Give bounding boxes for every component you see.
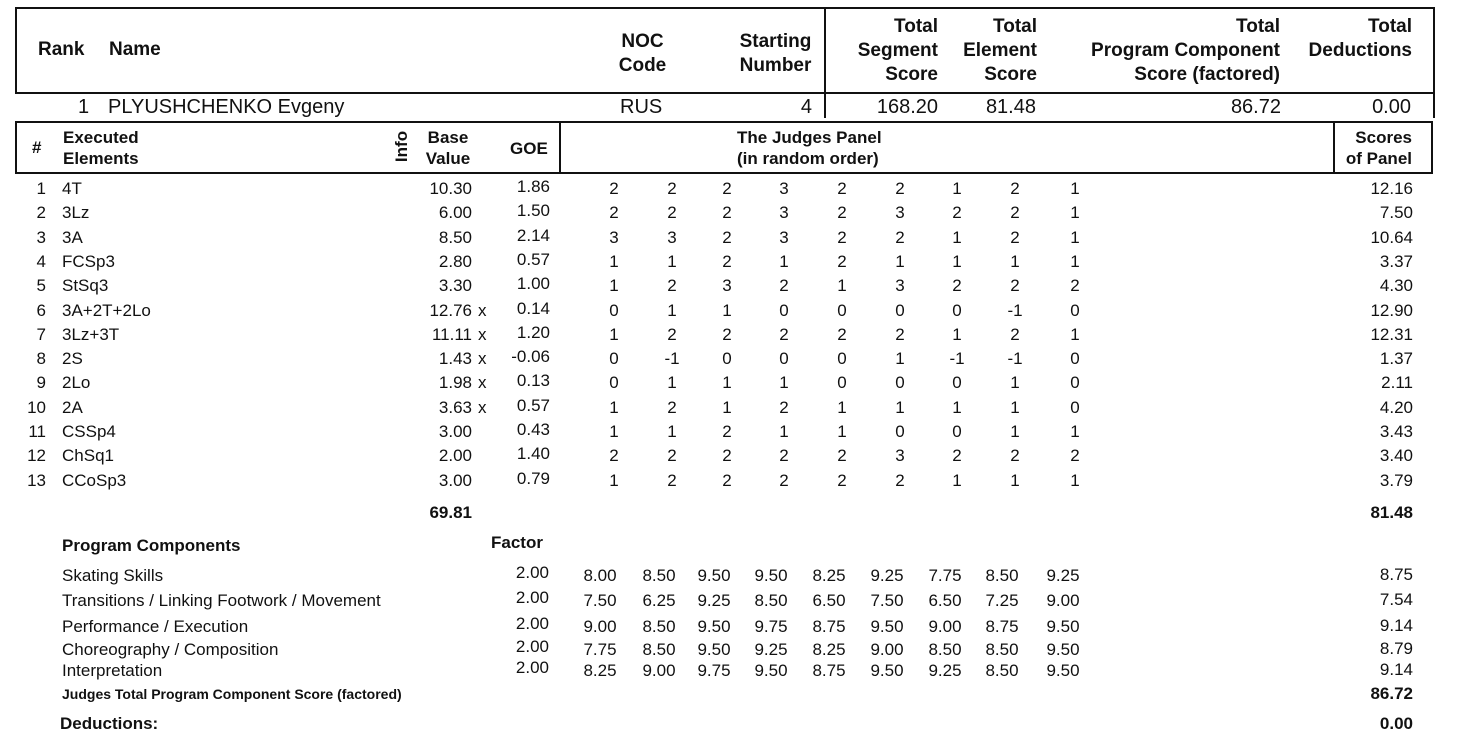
judge-score: 1 <box>895 349 905 368</box>
component-factor: 2.00 <box>515 588 549 607</box>
judge-score: 0 <box>609 373 619 392</box>
component-scores-of-panel: 9.14 <box>1379 616 1413 635</box>
judge-score: 2 <box>722 422 732 441</box>
component-name: Choreography / Composition <box>62 640 279 659</box>
judge-score: 2 <box>722 252 732 271</box>
element-scores-of-panel: 3.37 <box>1379 252 1413 271</box>
judge-score: 2 <box>667 179 677 198</box>
component-judge-score: 6.25 <box>642 591 676 610</box>
judge-score: 2 <box>952 446 962 465</box>
judge-score: 1 <box>1070 228 1080 247</box>
judge-score: 1 <box>952 179 962 198</box>
judge-score: 2 <box>667 471 677 490</box>
judge-score: 1 <box>779 422 789 441</box>
skater-rank: 1 <box>78 96 90 118</box>
factor-label: Factor <box>491 533 543 552</box>
header-rank: Rank <box>38 39 85 60</box>
judge-score: 0 <box>952 301 962 320</box>
judge-score: 1 <box>609 398 619 417</box>
judge-score: 0 <box>952 422 962 441</box>
element-bv-marker: x <box>478 398 487 417</box>
judge-score: 3 <box>667 228 677 247</box>
component-scores-of-panel: 7.54 <box>1379 590 1413 609</box>
element-base-value: 8.50 <box>438 228 472 247</box>
element-code: FCSp3 <box>62 252 115 271</box>
judge-score: 2 <box>1010 325 1020 344</box>
judge-score: 1 <box>609 422 619 441</box>
element-scores-of-panel: 3.79 <box>1379 471 1413 490</box>
element-code: 3Lz+3T <box>62 325 120 344</box>
judge-score: 1 <box>1010 373 1020 392</box>
judge-score: 1 <box>952 471 962 490</box>
elements-header-scores-of-panel: Scores of Panel <box>1345 128 1412 168</box>
judge-score: 2 <box>895 228 905 247</box>
element-base-value: 3.00 <box>438 422 472 441</box>
header-total-pcs: Total Program Component Score (factored) <box>1091 16 1280 85</box>
judge-score: 1 <box>609 252 619 271</box>
judge-score: 2 <box>779 276 789 295</box>
component-judge-score: 9.50 <box>754 566 788 585</box>
judge-score: 2 <box>837 228 847 247</box>
component-judge-score: 8.50 <box>985 566 1019 585</box>
skater-name: PLYUSHCHENKO Evgeny <box>108 96 345 118</box>
judges-total-pcs-label: Judges Total Program Component Score (factored) <box>62 686 402 702</box>
judge-score: 0 <box>722 349 732 368</box>
element-base-value: 3.63 <box>438 398 472 417</box>
component-judge-score: 7.50 <box>583 591 617 610</box>
judge-score: 0 <box>837 349 847 368</box>
element-base-value: 6.00 <box>438 203 472 222</box>
judge-score: 1 <box>837 422 847 441</box>
component-judge-score: 9.00 <box>870 640 904 659</box>
judge-score: 1 <box>952 252 962 271</box>
judge-score: 2 <box>837 179 847 198</box>
skater-pcs: 86.72 <box>1230 96 1281 118</box>
element-number: 8 <box>36 349 46 368</box>
deductions-value: 0.00 <box>1379 714 1413 733</box>
element-number: 4 <box>36 252 46 271</box>
component-scores-of-panel: 9.14 <box>1379 660 1413 679</box>
component-judge-score: 8.00 <box>583 566 617 585</box>
element-scores-of-panel: 12.90 <box>1370 301 1413 320</box>
judge-score: 1 <box>667 301 677 320</box>
judge-score: 2 <box>722 325 732 344</box>
judge-score: 1 <box>837 276 847 295</box>
judge-score: 2 <box>1010 228 1020 247</box>
judge-score: 0 <box>609 349 619 368</box>
element-number: 6 <box>36 301 46 320</box>
element-scores-of-panel: 10.64 <box>1370 228 1413 247</box>
element-bv-marker: x <box>478 301 487 320</box>
judge-score: -1 <box>949 349 965 368</box>
judge-score: 1 <box>779 373 789 392</box>
component-judge-score: 8.25 <box>812 566 846 585</box>
component-judge-score: 7.75 <box>928 566 962 585</box>
skater-tes: 81.48 <box>985 96 1036 118</box>
judge-score: 1 <box>609 325 619 344</box>
judge-score: 3 <box>895 446 905 465</box>
judge-score: 0 <box>1070 301 1080 320</box>
component-judge-score: 9.25 <box>1046 566 1080 585</box>
judge-score: 2 <box>895 471 905 490</box>
judge-score: 1 <box>952 325 962 344</box>
judge-score: 1 <box>1010 398 1020 417</box>
component-judge-score: 9.00 <box>928 617 962 636</box>
element-base-value: 12.76 <box>429 301 472 320</box>
component-judge-score: 9.00 <box>642 661 676 680</box>
skater-tss: 168.20 <box>876 96 938 118</box>
judge-score: 2 <box>1010 203 1020 222</box>
element-scores-of-panel: 12.16 <box>1370 179 1413 198</box>
judge-score: 2 <box>837 325 847 344</box>
judge-score: 3 <box>779 179 789 198</box>
elements-header-goe: GOE <box>510 139 548 158</box>
judge-score: 2 <box>722 179 732 198</box>
judge-score: 2 <box>837 252 847 271</box>
element-scores-of-panel: 4.20 <box>1379 398 1413 417</box>
element-scores-of-panel: 7.50 <box>1379 203 1413 222</box>
element-goe: 1.40 <box>516 444 550 463</box>
judge-score: 2 <box>722 471 732 490</box>
component-judge-score: 9.00 <box>1046 591 1080 610</box>
header-noc-code: NOC Code <box>618 31 667 76</box>
header-name: Name <box>109 39 161 60</box>
judge-score: 2 <box>722 203 732 222</box>
element-number: 1 <box>36 179 46 198</box>
element-base-value: 1.43 <box>438 349 472 368</box>
component-factor: 2.00 <box>515 614 549 633</box>
element-code: 2S <box>62 349 83 368</box>
component-judge-score: 6.50 <box>812 591 846 610</box>
judge-score: 0 <box>837 373 847 392</box>
element-code: CSSp4 <box>62 422 116 441</box>
element-number: 3 <box>36 228 46 247</box>
judge-score: 3 <box>779 228 789 247</box>
result-right-divider <box>1433 94 1435 118</box>
element-scores-of-panel: 4.30 <box>1379 276 1413 295</box>
judge-score: 1 <box>667 252 677 271</box>
judge-score: 2 <box>1010 276 1020 295</box>
judge-score: 2 <box>837 471 847 490</box>
elements-header-base-value: Base Value <box>425 128 471 168</box>
element-number: 5 <box>36 276 46 295</box>
judge-score: 0 <box>837 301 847 320</box>
element-bv-marker: x <box>478 349 487 368</box>
judge-score: 2 <box>952 276 962 295</box>
judges-total-pcs-value: 86.72 <box>1370 684 1413 703</box>
element-scores-of-panel: 2.11 <box>1381 373 1413 392</box>
element-code: StSq3 <box>62 276 109 295</box>
judge-score: 2 <box>779 471 789 490</box>
component-judge-score: 8.50 <box>985 640 1019 659</box>
judge-score: 2 <box>952 203 962 222</box>
component-scores-of-panel: 8.79 <box>1379 639 1413 658</box>
component-name: Interpretation <box>62 661 163 680</box>
element-goe: 0.57 <box>516 396 550 415</box>
judge-score: 2 <box>779 446 789 465</box>
element-goe: 0.13 <box>516 371 550 390</box>
element-goe: 0.79 <box>516 469 550 488</box>
judge-score: 1 <box>1010 471 1020 490</box>
judge-score: 1 <box>1070 471 1080 490</box>
judge-score: 2 <box>895 179 905 198</box>
judge-score: 1 <box>1010 252 1020 271</box>
elements-header-executed: Executed Elements <box>63 128 139 168</box>
header-starting-number: Starting Number <box>739 31 812 76</box>
judge-score: 1 <box>1070 179 1080 198</box>
judge-score: 2 <box>837 446 847 465</box>
judge-score: -1 <box>1007 301 1023 320</box>
component-judge-score: 8.50 <box>985 661 1019 680</box>
element-goe: 1.20 <box>516 323 550 342</box>
component-judge-score: 9.75 <box>697 661 731 680</box>
element-goe: -0.06 <box>511 347 550 366</box>
judge-score: 3 <box>895 203 905 222</box>
element-base-value: 2.80 <box>438 252 472 271</box>
element-code: 2Lo <box>62 373 91 392</box>
skater-noc: RUS <box>620 96 663 118</box>
component-scores-of-panel: 8.75 <box>1379 565 1413 584</box>
element-number: 13 <box>27 471 46 490</box>
skater-start-number: 4 <box>800 96 812 118</box>
judge-score: -1 <box>1007 349 1023 368</box>
judge-score: 2 <box>895 325 905 344</box>
header-total-deductions: Total Deductions <box>1308 16 1412 61</box>
judge-score: 0 <box>779 301 789 320</box>
element-code: 3A+2T+2Lo <box>62 301 151 320</box>
component-name: Skating Skills <box>62 566 164 585</box>
judge-score: 2 <box>667 276 677 295</box>
header-total-segment-score: Total Segment Score <box>857 16 938 85</box>
header-divider <box>824 7 826 94</box>
component-judge-score: 9.25 <box>870 566 904 585</box>
component-factor: 2.00 <box>515 658 549 677</box>
judge-score: 2 <box>779 325 789 344</box>
program-components-title: Program Components <box>62 536 241 555</box>
judge-score: 0 <box>895 422 905 441</box>
component-judge-score: 8.75 <box>985 617 1019 636</box>
judge-score: 1 <box>837 398 847 417</box>
component-judge-score: 9.50 <box>697 617 731 636</box>
component-judge-score: 8.50 <box>928 640 962 659</box>
judge-score: 1 <box>722 373 732 392</box>
judge-score: 3 <box>722 276 732 295</box>
result-left-divider <box>824 94 826 118</box>
judge-score: 1 <box>895 398 905 417</box>
judge-score: 0 <box>1070 398 1080 417</box>
judge-score: 0 <box>895 301 905 320</box>
judge-score: 1 <box>952 398 962 417</box>
header-total-element-score: Total Element Score <box>963 16 1037 85</box>
elements-header-divider-left <box>559 121 561 174</box>
component-judge-score: 9.25 <box>754 640 788 659</box>
component-judge-score: 9.50 <box>1046 617 1080 636</box>
component-judge-score: 8.50 <box>754 591 788 610</box>
element-goe: 1.00 <box>516 274 550 293</box>
element-scores-of-panel: 12.31 <box>1370 325 1413 344</box>
judge-score: 2 <box>722 446 732 465</box>
judge-score: 1 <box>1010 422 1020 441</box>
judge-score: 2 <box>667 325 677 344</box>
elements-header-info: Info <box>392 130 412 163</box>
judge-score: 2 <box>837 203 847 222</box>
component-judge-score: 9.75 <box>754 617 788 636</box>
element-scores-of-panel: 3.40 <box>1379 446 1413 465</box>
component-judge-score: 8.25 <box>583 661 617 680</box>
judge-score: 2 <box>609 203 619 222</box>
judge-score: 2 <box>609 179 619 198</box>
judge-score: 0 <box>609 301 619 320</box>
element-code: 2A <box>62 398 83 417</box>
component-judge-score: 6.50 <box>928 591 962 610</box>
component-judge-score: 9.50 <box>697 566 731 585</box>
element-base-value: 3.30 <box>438 276 472 295</box>
element-number: 10 <box>27 398 46 417</box>
judge-score: 2 <box>722 228 732 247</box>
component-judge-score: 9.00 <box>583 617 617 636</box>
component-judge-score: 8.50 <box>642 617 676 636</box>
judge-score: 1 <box>609 471 619 490</box>
component-judge-score: 8.50 <box>642 640 676 659</box>
component-judge-score: 7.75 <box>583 640 617 659</box>
element-goe: 0.14 <box>516 299 550 318</box>
component-judge-score: 7.50 <box>870 591 904 610</box>
element-base-value: 2.00 <box>438 446 472 465</box>
element-scores-of-panel: 1.37 <box>1379 349 1413 368</box>
component-judge-score: 9.50 <box>1046 661 1080 680</box>
deductions-label: Deductions: <box>60 714 159 733</box>
element-scores-of-panel: 3.43 <box>1379 422 1413 441</box>
element-number: 11 <box>28 422 46 441</box>
component-judge-score: 9.50 <box>870 617 904 636</box>
element-code: 3Lz <box>62 203 90 222</box>
element-code: CCoSp3 <box>62 471 127 490</box>
component-name: Performance / Execution <box>62 617 249 636</box>
component-judge-score: 8.50 <box>642 566 676 585</box>
judge-score: 1 <box>722 301 732 320</box>
judge-score: 1 <box>1070 203 1080 222</box>
element-code: ChSq1 <box>62 446 114 465</box>
elements-header-box <box>15 121 1433 174</box>
elements-header-number: # <box>32 138 42 157</box>
element-base-value: 3.00 <box>438 471 472 490</box>
judge-score: 2 <box>1070 446 1080 465</box>
component-name: Transitions / Linking Footwork / Movement <box>62 591 381 610</box>
judge-score: 2 <box>1070 276 1080 295</box>
judge-score: 1 <box>779 252 789 271</box>
judge-score: 3 <box>609 228 619 247</box>
element-number: 2 <box>36 203 46 222</box>
judge-score: 1 <box>667 373 677 392</box>
component-judge-score: 9.50 <box>1046 640 1080 659</box>
element-base-value: 11.11 <box>431 325 472 344</box>
element-base-value: 10.30 <box>429 179 472 198</box>
elements-header-judges-panel: The Judges Panel (in random order) <box>737 128 882 168</box>
element-number: 12 <box>27 446 46 465</box>
element-base-value: 1.98 <box>438 373 472 392</box>
element-goe: 1.50 <box>516 201 550 220</box>
judge-score: 1 <box>1070 422 1080 441</box>
element-goe: 1.86 <box>516 177 550 196</box>
element-code: 4T <box>62 179 82 198</box>
judge-score: 0 <box>1070 373 1080 392</box>
judge-score: 2 <box>667 398 677 417</box>
component-judge-score: 8.75 <box>812 617 846 636</box>
element-bv-marker: x <box>478 373 487 392</box>
component-factor: 2.00 <box>515 563 549 582</box>
element-goe: 0.43 <box>516 420 550 439</box>
total-scores-of-panel: 81.48 <box>1370 503 1413 522</box>
element-bv-marker: x <box>478 325 487 344</box>
judge-score: 1 <box>1070 252 1080 271</box>
judge-score: 2 <box>667 203 677 222</box>
component-judge-score: 7.25 <box>985 591 1019 610</box>
judge-score: 2 <box>779 398 789 417</box>
judge-score: 1 <box>895 252 905 271</box>
judge-score: 2 <box>1010 179 1020 198</box>
judge-score: 0 <box>952 373 962 392</box>
judge-score: 2 <box>609 446 619 465</box>
judge-score: 3 <box>895 276 905 295</box>
component-judge-score: 9.50 <box>870 661 904 680</box>
element-number: 9 <box>36 373 46 392</box>
element-goe: 0.57 <box>516 250 550 269</box>
judge-score: 3 <box>779 203 789 222</box>
judge-score: 2 <box>667 446 677 465</box>
judge-score: 1 <box>667 422 677 441</box>
component-judge-score: 9.25 <box>697 591 731 610</box>
component-judge-score: 9.25 <box>928 661 962 680</box>
total-base-value: 69.81 <box>429 503 472 522</box>
judge-score: -1 <box>664 349 680 368</box>
judge-score: 0 <box>895 373 905 392</box>
component-judge-score: 9.50 <box>754 661 788 680</box>
component-judge-score: 9.50 <box>697 640 731 659</box>
element-goe: 2.14 <box>516 226 550 245</box>
skater-deductions: 0.00 <box>1372 96 1411 118</box>
component-judge-score: 8.25 <box>812 640 846 659</box>
judge-score: 1 <box>722 398 732 417</box>
judge-score: 1 <box>952 228 962 247</box>
judge-score: 2 <box>1010 446 1020 465</box>
judge-score: 0 <box>1070 349 1080 368</box>
judge-score: 1 <box>1070 325 1080 344</box>
judge-score: 0 <box>779 349 789 368</box>
component-factor: 2.00 <box>515 637 549 656</box>
element-number: 7 <box>36 325 46 344</box>
judge-score: 1 <box>609 276 619 295</box>
component-judge-score: 8.75 <box>812 661 846 680</box>
element-code: 3A <box>62 228 83 247</box>
